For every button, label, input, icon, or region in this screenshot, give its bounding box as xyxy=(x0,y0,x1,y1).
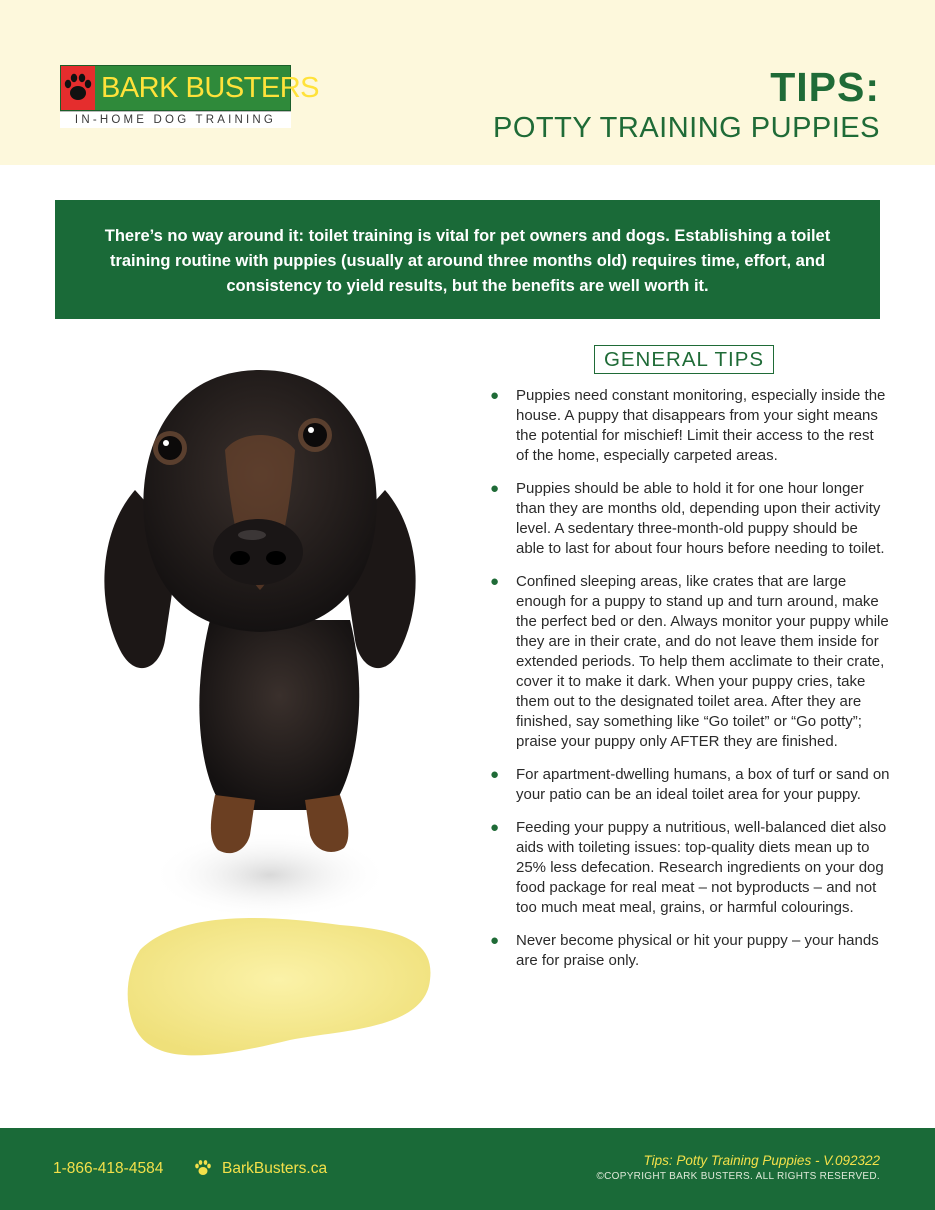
copyright-notice: ©COPYRIGHT BARK BUSTERS. ALL RIGHTS RESERVED. xyxy=(596,1171,880,1182)
bullet-icon: ● xyxy=(490,766,500,783)
tip-item: ● Feeding your puppy a nutritious, well-balanced diet also aids with toileting issues: top-quality diets mean up to 25% less defecation. Research ingredients on your dog food package for real meat – not byproducts – and not too much meat meal, grains, or harmful colourings. xyxy=(490,819,887,916)
tip-item: ● Puppies need constant monitoring, especially inside the house. A puppy that disappears from your sight means the potential for mischief! Limit their access to the rest of the home, especially carpeted areas. xyxy=(490,387,886,464)
page-title: TIPS: xyxy=(770,64,880,110)
tip-item: ● For apartment-dwelling humans, a box of turf or sand on your patio can be an ideal toilet area for your puppy. xyxy=(490,766,890,803)
website-link[interactable]: BarkBusters.ca xyxy=(222,1160,328,1177)
header-band xyxy=(0,0,935,165)
general-tips-list xyxy=(490,386,890,984)
page-subtitle: POTTY TRAINING PUPPIES xyxy=(492,112,880,144)
bullet-icon: ● xyxy=(490,480,500,497)
tip-item: ● Never become physical or hit your puppy – your hands are for praise only. xyxy=(490,932,879,969)
paw-icon xyxy=(193,1158,213,1178)
tip-item: ● Puppies should be able to hold it for one hour longer than they are months old, depending upon their activity level. A sedentary three-month-old puppy should be able to last for about four hours before needing to toilet. xyxy=(490,480,885,557)
logo-tagline: IN-HOME DOG TRAINING xyxy=(60,111,291,128)
logo-wordmark: BARK BUSTERS xyxy=(101,71,319,104)
intro-banner: There’s no way around it: toilet training is vital for pet owners and dogs. Establishing a toilet training routine with puppies (usually at around three months old) requires time, effort, and consistency to yield results, but the benefits are well worth it. xyxy=(55,200,880,319)
bullet-icon: ● xyxy=(490,387,500,404)
footer-band xyxy=(0,1128,935,1210)
general-tips-heading: GENERAL TIPS xyxy=(594,345,774,374)
bullet-icon: ● xyxy=(490,573,500,590)
dog-with-puddle-illustration xyxy=(40,340,480,1100)
phone-number-link[interactable]: 1-866-418-4584 xyxy=(53,1160,164,1177)
bark-busters-logo xyxy=(60,65,319,127)
tip-item: ● Confined sleeping areas, like crates that are large enough for a puppy to stand up and turn around, make the perfect bed or den. Always monitor your puppy while they are in their crate, and do not leave them inside for extended periods. To help them acclimate to their crate, cover it to make it dark. When your puppy cries, take them out to the designated toilet area. After they are finished, say something like “Go toilet” or “Go potty”; praise your puppy only AFTER they are finished. xyxy=(490,573,889,750)
paw-logo-icon xyxy=(61,66,95,110)
bullet-icon: ● xyxy=(490,819,500,836)
document-version: Tips: Potty Training Puppies - V.092322 xyxy=(643,1153,880,1168)
bullet-icon: ● xyxy=(490,932,500,949)
